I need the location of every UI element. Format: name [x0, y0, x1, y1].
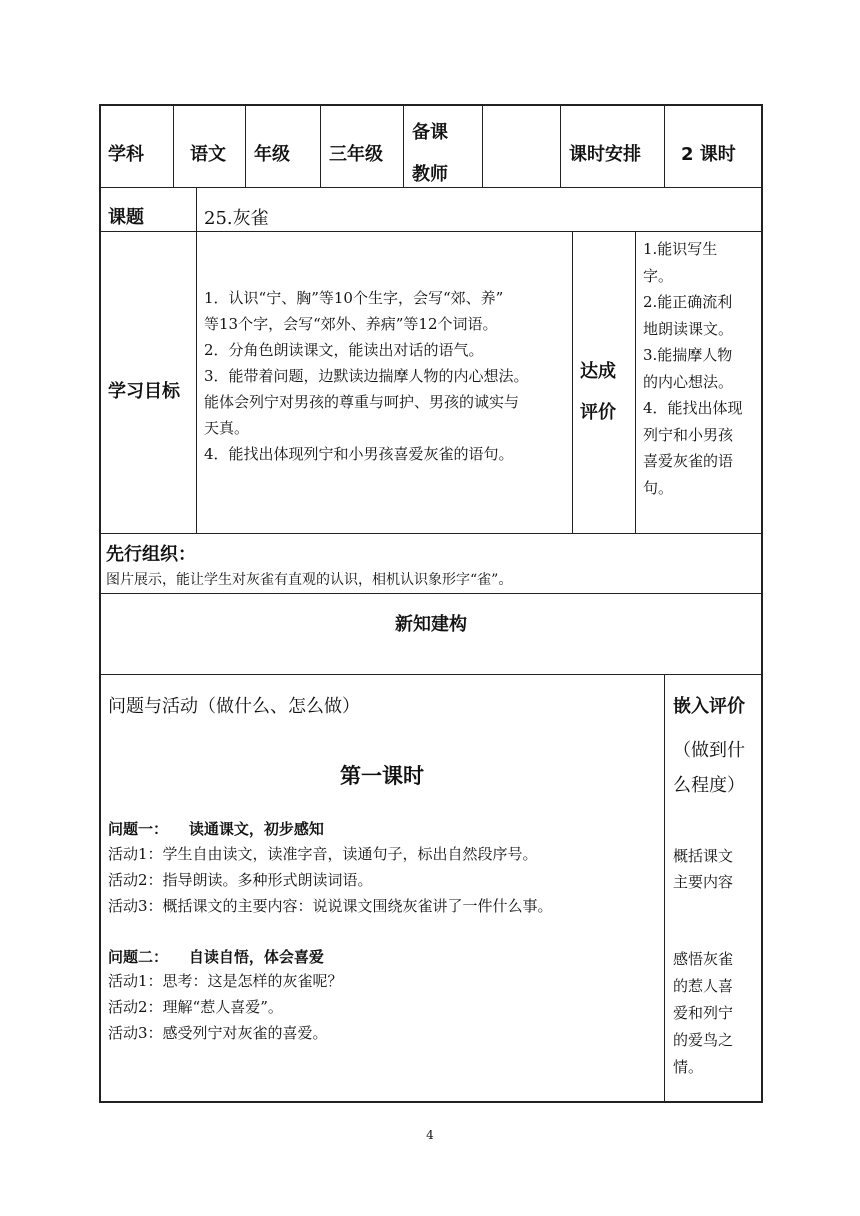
activities-header: 问题与活动（做什么、怎么做） [108, 696, 360, 717]
advance-text: 图片展示，能让学生对灰雀有直观的认识，相机认识象形字“雀”。 [106, 572, 513, 588]
eval-line: 句。 [643, 478, 674, 497]
embed-eval-line: 主要内容 [673, 873, 734, 891]
eval-label-line1: 达成 [580, 361, 616, 382]
objective-line: 2．分角色朗读课文，能读出对话的语气。 [204, 341, 484, 359]
objectives-list [204, 285, 570, 467]
eval-line: 1.能识写生 [643, 240, 718, 258]
subject-label: 学科 [108, 144, 144, 165]
activity-item: 活动3：概括课文的主要内容：说说课文围绕灰雀讲了一件什么事。 [108, 897, 553, 915]
teacher-label-line1: 备课 [412, 122, 448, 143]
lesson-title: 第一课时 [340, 764, 424, 788]
embed-eval-label: 嵌入评价 [673, 696, 745, 717]
objective-line: 3．能带着问题，边默读边揣摩人物的内心想法。 [204, 367, 529, 385]
section-title: 新知建构 [395, 614, 467, 635]
embed-eval-line: 爱和列宁 [673, 1004, 734, 1022]
question-one-title: 问题一： 读通课文，初步感知 [108, 820, 324, 838]
embed-eval-line: 情。 [673, 1058, 704, 1076]
objective-line: 天真。 [204, 419, 250, 437]
objective-line: 能体会列宁对男孩的尊重与呵护、男孩的诚实与 [204, 393, 520, 411]
hours-label: 课时安排 [569, 144, 641, 165]
embed-eval-line: 概括课文 [673, 847, 734, 865]
question-one-activities [108, 841, 660, 919]
embed-eval-one [673, 843, 733, 895]
eval-line: 字。 [643, 266, 674, 285]
activity-item: 活动2：指导朗读。多种形式朗读词语。 [108, 871, 373, 889]
embed-eval-line: 的惹人喜 [673, 977, 734, 995]
page-number: 4 [426, 1128, 434, 1142]
eval-line: 4．能找出体现 [643, 399, 743, 417]
objectives-label: 学习目标 [108, 381, 180, 402]
embed-eval-sub-line2: 么程度） [673, 775, 745, 796]
hours-value: 2 课时 [681, 144, 736, 165]
grade-label: 年级 [254, 144, 290, 165]
eval-line: 列宁和小男孩 [643, 425, 734, 444]
eval-line: 3.能揣摩人物 [643, 346, 733, 364]
embed-eval-line: 的爱鸟之 [673, 1031, 734, 1049]
subject-value: 语文 [190, 144, 226, 165]
question-two-activities [108, 968, 660, 1046]
question-two-title: 问题二： 自读自悟，体会喜爱 [108, 948, 324, 966]
eval-line: 地朗读课文。 [643, 319, 734, 338]
activity-item: 活动3：感受列宁对灰雀的喜爱。 [108, 1024, 328, 1042]
eval-line: 2.能正确流利 [643, 293, 733, 311]
objective-line: 1．认识“宁、胸”等10个生字，会写“郊、养” [204, 289, 504, 307]
embed-eval-line: 感悟灰雀 [673, 950, 734, 968]
eval-criteria-list [643, 236, 761, 501]
grade-value: 三年级 [329, 144, 383, 165]
objective-line: 等13个字，会写“郊外、养病”等12个词语。 [204, 315, 498, 333]
embed-eval-sub-line1: （做到什 [673, 740, 745, 761]
embed-eval-two [673, 946, 733, 1081]
eval-line: 的内心想法。 [643, 372, 734, 391]
eval-label-line2: 评价 [580, 402, 616, 423]
objective-line: 4．能找出体现列宁和小男孩喜爱灰雀的语句。 [204, 445, 514, 463]
teacher-label-line2: 教师 [412, 164, 448, 185]
activity-item: 活动1：思考：这是怎样的灰雀呢？ [108, 972, 343, 990]
activity-item: 活动1：学生自由读文，读准字音，读通句子，标出自然段序号。 [108, 845, 538, 863]
activity-item: 活动2：理解“惹人喜爱”。 [108, 998, 283, 1016]
topic-label: 课题 [108, 207, 144, 228]
advance-label: 先行组织： [106, 544, 196, 565]
eval-line: 喜爱灰雀的语 [643, 452, 734, 470]
topic-value: 25.灰雀 [204, 208, 269, 229]
